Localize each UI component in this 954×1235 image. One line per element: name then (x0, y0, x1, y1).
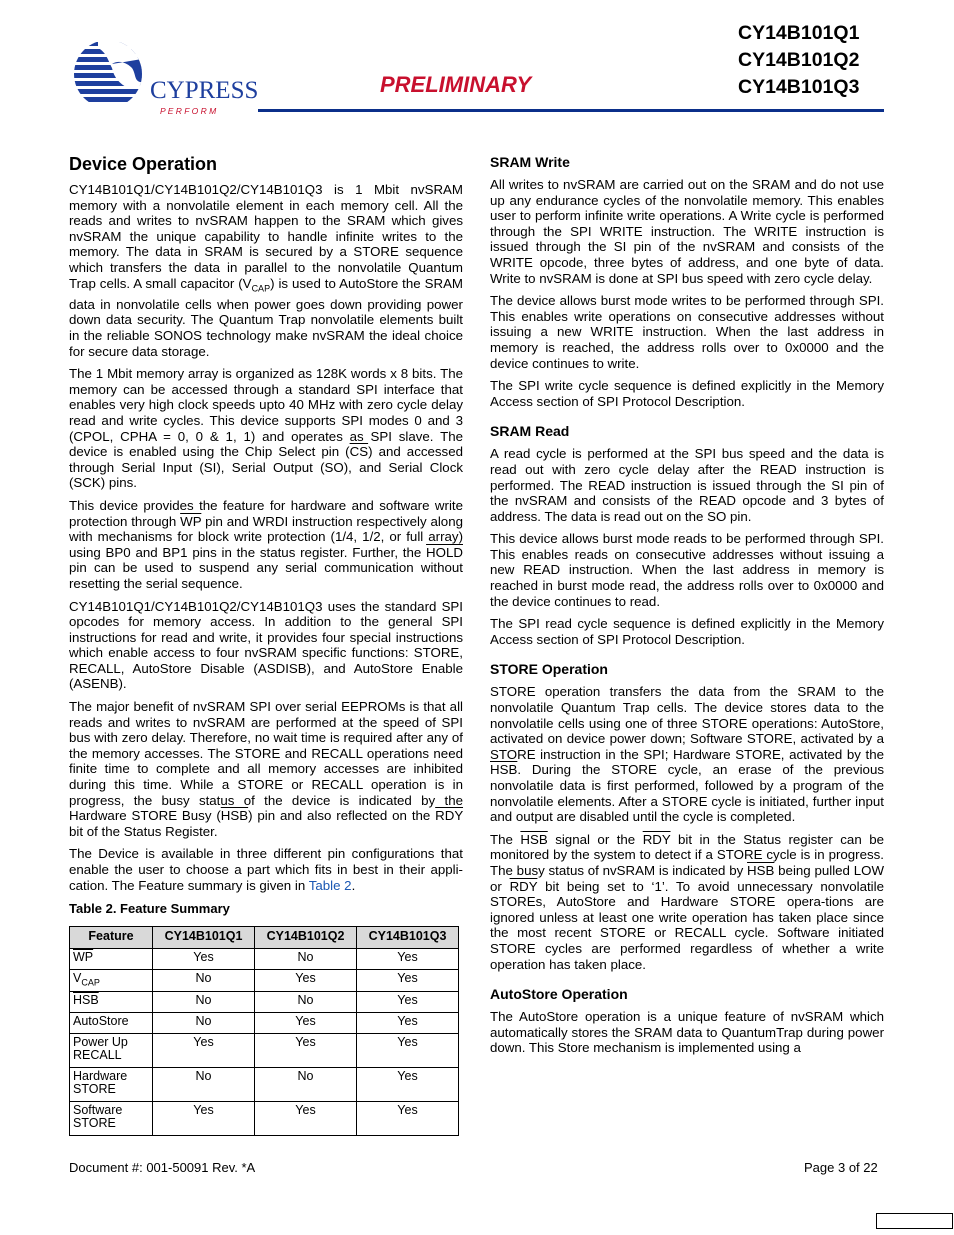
paragraph: This device allows burst mode reads to be performed through SPI. This enables reads on consecutive addresses without issuing a new READ instruction. When the last address in memory is reached in burst mode read, the address rolls over to 0x0000 and the device continues to read. (490, 531, 884, 609)
paragraph: CY14B101Q1/CY14B101Q2/CY14B101Q3 uses the standard SPI opcodes for memory access. In addition to the general SPI instructions for read and write, it provides four special instructions which enable access to four nvSRAM specific functions: STORE, RECALL, AutoStore Disable (ASDISB), and AutoStore Enable (ASENB). (69, 598, 463, 692)
paragraph: CY14B101Q1/CY14B101Q2/CY14B101Q3 is 1 Mbit nvSRAM memory with a nonvolatile element in each memory cell. All the reads and writes to nvSRAM happen to the SRAM which gives nvSRAM the unique capability to handle infinite writes to the memory. The data in SRAM is secured by a STORE sequence which transfers the data in parallel to the nonvolatile Quantum Trap cells. A small capacitor $(V_{CAP})$ is used to AutoStore the SRAM data in nonvolatile cells when power goes down providing power down data security. The Quantum Trap nonvolatile elements built in the reliable SONOS technology make nvSRAM the ideal choice for secure data storage. (69, 182, 464, 359)
section-heading: STORE Operation (490, 661, 608, 678)
paragraph: STORE operation transfers the data from the SRAM to the nonvolatile Quantum Trap cells. The device stores data to the nonvolatile cells using one of three STORE operations: AutoStore, activated on device power down; Software STORE, activated by a STORE instruction in the SPI; Hardware STORE, activated by the $\overline{HSB}$. During the STORE cycle, an erase of the previous nonvolatile data is first performed, followed by a program of the nonvolatile elements. After a STORE cycle is initiated, further input and output are disabled until the cycle is completed. (490, 684, 884, 825)
part-number: CY14B101Q2 (738, 49, 860, 71)
paragraph: The SPI read cycle sequence is defined explicitly in the Memory Access section of SPI Protocol Description. (490, 616, 884, 647)
svg-text:CYPRESS: CYPRESS (150, 77, 258, 104)
table-row: $V_{CAP}$ No Yes Yes (70, 969, 459, 992)
table-row: AutoStore No Yes Yes (70, 1013, 459, 1034)
section-heading: SRAM Read (490, 423, 570, 440)
table-row: Hardware STORE No No Yes (70, 1068, 459, 1102)
table-row: Power Up RECALL Yes Yes Yes (70, 1034, 459, 1068)
paragraph: The $\overline{HSB}$ signal or the $\overline{RDY}$ bit in the Status register can be monitored by the system to detect if a STORE cycle is in progress. The busy status of nvSRAM is indicated by $\overline{HSB}$ being pulled LOW or $\overline{RDY}$ bit being set to ‘1’. To avoid unnecessary nonvolatile STOREs, AutoStore and Hardware STORE opera-tions are ignored unless at least one write operation has taken place since the most recent STORE or RECALL cycle. Software initiated STORE cycles are performed regardless of whether a write operation has taken place. (490, 831, 885, 972)
header-rule (258, 109, 884, 112)
paragraph: The device allows burst mode writes to be performed through SPI. This enables write operations on consecutive addresses without issuing a new WRITE instruction. When the last address in memory is reached, the address rolls over to 0x0000 and the device continues to write. (490, 293, 884, 371)
paragraph: The 1 Mbit memory array is organized as 128K words x 8 bits. The memory can be accessed through a standard SPI interface that enables very high clock speeds upto 40 MHz with zero cycle delay read and write cycles. This device supports SPI modes 0 and 3 (CPOL, CPHA = 0, 0 & 1, 1) and operates as SPI slave. The device is enabled using the Chip Select pin $(\overline{CS})$ and accessed through Serial Input (SI), Serial Output (SO), and Serial Clock (SCK) pins. (69, 366, 463, 491)
table-row: $\overline{WP}$ Yes No Yes (70, 948, 459, 969)
paragraph: A read cycle is performed at the SPI bus speed and the data is read out with zero cycle delay after the READ instruction is performed. The READ instruction is issued through the SI pin of the nvSRAM and consists of the READ opcode and 3 bytes of address. The data is read out on the SO pin. (490, 446, 884, 524)
paragraph: This device provides the feature for hardware and software write protection through $\overline{WP}$ pin and WRDI instruction respectively along with mechanisms for block write protection (1/4, 1/2, or full array) using BP0 and BP1 pins in the status register. Further, the HOLD pin can be used to suspend any serial communication without resetting the serial sequence. (69, 497, 463, 591)
table-header-row: Feature CY14B101Q1 CY14B101Q2 CY14B101Q3 (70, 926, 459, 948)
right-column (490, 154, 884, 1063)
cypress-globe-icon (68, 38, 258, 120)
paragraph: All writes to nvSRAM are carried out on the SRAM and do not use up any endurance cycles of the nonvolatile memory. This enables user to perform infinite write operations. A Write cycle is performed through the SPI WRITE instruction. The WRITE instruction is issued through the SI pin of the nvSRAM and consists of the WRITE opcode, three bytes of address, and one byte of data. Write to nvSRAM is done at SPI bus speed with zero cycle delay. (490, 177, 884, 286)
feedback-box (876, 1213, 953, 1229)
document-number: Document #: 001-50091 Rev. *A (69, 1160, 256, 1175)
paragraph: The SPI write cycle sequence is defined explicitly in the Memory Access section of SPI Protocol Description. (490, 378, 884, 409)
table-caption: Table 2. Feature Summary (69, 901, 230, 917)
page-number: Page 3 of 22 (804, 1160, 878, 1175)
table-2-link[interactable]: Table 2 (308, 877, 352, 893)
section-heading: SRAM Write (490, 154, 570, 170)
part-numbers (738, 20, 859, 101)
paragraph: The AutoStore operation is a unique feature of nvSRAM which automatically stores the SRAM data to QuantumTrap during power down. This Store mechanism is implemented using a (490, 1009, 884, 1056)
left-column (69, 154, 463, 1136)
cypress-logo (68, 38, 258, 120)
paragraph: The major benefit of nvSRAM SPI over serial EEPROMs is that all reads and writes to nvSRAM are performed at the speed of SPI bus with zero delay. Therefore, no wait time is required after any of the memory accesses. The STORE and RECALL operations need finite time to complete and all memory accesses are inhibited during this time. While a STORE or RECALL operation is in progress, the busy status of the device is indicated by the Hardware STORE Busy $(\overline{HSB})$ pin and also reflected on the $\overline{RDY}$ bit of the Status Register. (69, 699, 464, 839)
svg-text:P E R F O R M: P E R F O R M (160, 106, 217, 116)
feature-summary-table (69, 926, 459, 1137)
part-number: CY14B101Q3 (738, 76, 860, 98)
part-number: CY14B101Q1 (738, 22, 860, 44)
section-title: Device Operation (69, 154, 218, 174)
section-heading: AutoStore Operation (490, 986, 628, 1003)
table-row: Software STORE Yes Yes Yes (70, 1102, 459, 1136)
paragraph: The Device is available in three different pin configurations that enable the user to choose a part which fits in best in their appli-cation. The Feature summary is given in Table 2. (69, 846, 463, 893)
table-row: $\overline{HSB}$ No No Yes (70, 992, 459, 1013)
preliminary-label: PRELIMINARY (380, 72, 532, 97)
